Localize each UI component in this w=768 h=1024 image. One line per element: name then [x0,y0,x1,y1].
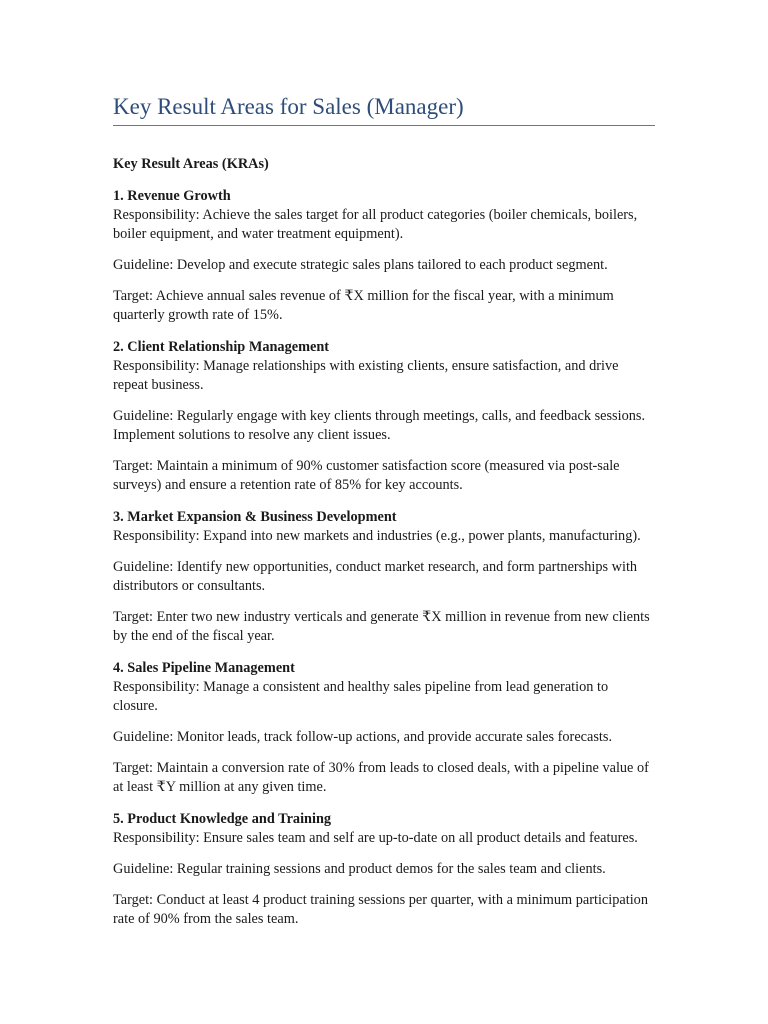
responsibility-text: Responsibility: Expand into new markets and industries (e.g., power plants, manufacturing). [113,528,641,544]
section-heading: 4. Sales Pipeline Management [113,660,295,676]
kra-section-client-relationship [113,338,655,495]
kra-section-sales-pipeline [113,659,655,797]
target-text: Target: Conduct at least 4 product training sessions per quarter, with a minimum participation rate of 90% from the sales team. [113,892,648,927]
kra-section-revenue-growth [113,187,655,325]
document-title: Key Result Areas for Sales (Manager) [113,93,655,126]
responsibility-text: Responsibility: Achieve the sales target for all product categories (boiler chemicals, boilers, boiler equipment, and water treatment equipment). [113,207,638,242]
guideline-text: Guideline: Regularly engage with key clients through meetings, calls, and feedback sessions. Implement solutions to resolve any client issues. [113,408,646,443]
kra-section-market-expansion [113,508,655,646]
kra-section-product-knowledge [113,810,655,929]
guideline-text: Guideline: Regular training sessions and product demos for the sales team and clients. [113,861,606,877]
responsibility-text: Responsibility: Manage a consistent and healthy sales pipeline from lead generation to closure. [113,679,609,714]
section-heading: 5. Product Knowledge and Training [113,811,332,827]
guideline-text: Guideline: Develop and execute strategic sales plans tailored to each product segment. [113,257,608,273]
responsibility-text: Responsibility: Manage relationships with existing clients, ensure satisfaction, and drive repeat business. [113,358,619,393]
section-heading: 1. Revenue Growth [113,188,231,204]
kra-subheading: Key Result Areas (KRAs) [113,156,269,172]
target-text: Target: Achieve annual sales revenue of ₹X million for the fiscal year, with a minimum quarterly growth rate of 15%. [113,288,614,323]
target-text: Target: Maintain a conversion rate of 30% from leads to closed deals, with a pipeline value of at least ₹Y million at any given time. [113,760,649,795]
section-heading: 3. Market Expansion & Business Development [113,509,397,525]
section-heading: 2. Client Relationship Management [113,339,330,355]
target-text: Target: Maintain a minimum of 90% customer satisfaction score (measured via post-sale surveys) and ensure a retention rate of 85% for key accounts. [113,458,620,493]
target-text: Target: Enter two new industry verticals and generate ₹X million in revenue from new clients by the end of the fiscal year. [113,609,650,644]
guideline-text: Guideline: Identify new opportunities, conduct market research, and form partnerships with distributors or consultants. [113,559,638,594]
guideline-text: Guideline: Monitor leads, track follow-up actions, and provide accurate sales forecasts. [113,729,613,745]
responsibility-text: Responsibility: Ensure sales team and self are up-to-date on all product details and features. [113,830,638,846]
